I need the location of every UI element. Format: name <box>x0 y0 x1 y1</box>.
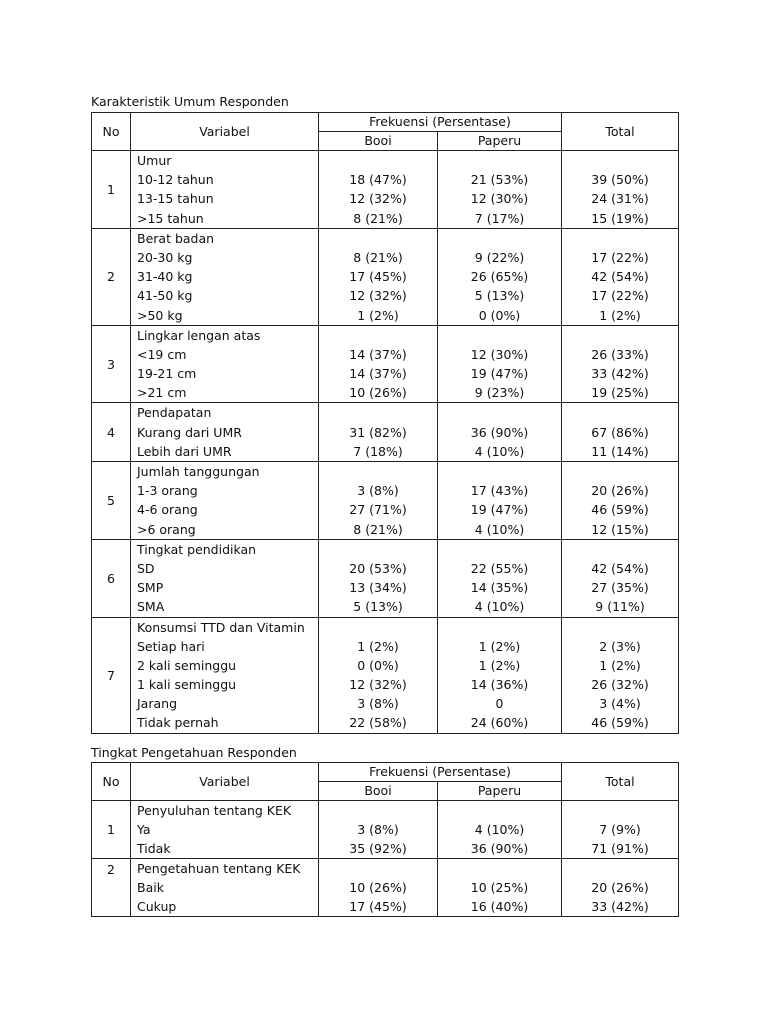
total-value: 26 (33%) <box>591 346 649 362</box>
variable-category: Kurang dari UMR <box>137 424 242 440</box>
spacer <box>562 540 678 559</box>
row-number: 4 <box>92 403 131 462</box>
spacer <box>319 151 437 170</box>
booi-value: 1 (2%) <box>357 638 399 654</box>
booi-value-cell <box>319 325 438 403</box>
total-value-cell <box>562 801 679 859</box>
total-value: 71 (91%) <box>591 841 649 856</box>
total-value: 67 (86%) <box>591 424 649 440</box>
row-number: 2 <box>92 859 131 917</box>
table-row <box>92 228 679 325</box>
spacer <box>319 618 437 637</box>
variable-category: 31-40 kg <box>137 269 193 285</box>
paperu-value-cell <box>438 617 562 733</box>
booi-value: 12 (32%) <box>349 288 407 304</box>
paperu-value: 19 (47%) <box>470 502 529 518</box>
total-value-cell <box>562 617 679 733</box>
header-total: Total <box>562 763 679 801</box>
variable-title: Tingkat pendidikan <box>137 541 257 557</box>
booi-value: 31 (82%) <box>349 424 407 440</box>
total-value: 17 (22%) <box>591 288 649 304</box>
paperu-value-cell <box>438 325 562 403</box>
paperu-value-cell <box>438 403 562 462</box>
paperu-value: 10 (25%) <box>470 880 529 895</box>
table-1-caption: Karakteristik Umum Responden <box>91 94 289 109</box>
paperu-value: 16 (40%) <box>470 899 529 914</box>
total-value: 42 (54%) <box>591 560 649 576</box>
row-number: 1 <box>92 151 131 229</box>
booi-value: 18 (47%) <box>349 172 407 188</box>
booi-value: 20 (53%) <box>349 560 407 576</box>
variable-category: 20-30 kg <box>137 249 193 265</box>
header-variabel: Variabel <box>131 763 319 801</box>
total-value-cell <box>562 539 679 617</box>
booi-value: 12 (32%) <box>349 191 407 207</box>
header-paperu: Paperu <box>438 132 562 151</box>
booi-value: 10 (26%) <box>349 385 407 401</box>
booi-value: 8 (21%) <box>353 521 403 537</box>
row-number: 3 <box>92 325 131 403</box>
variable-category: Jarang <box>137 696 178 712</box>
total-value: 33 (42%) <box>591 366 649 382</box>
booi-value: 17 (45%) <box>349 899 407 914</box>
variable-title: Umur <box>137 153 172 168</box>
total-value: 2 (3%) <box>599 638 641 654</box>
table-row <box>92 462 679 540</box>
spacer <box>438 859 561 878</box>
spacer <box>562 151 678 170</box>
paperu-value: 12 (30%) <box>470 191 529 207</box>
paperu-value: 24 (60%) <box>470 715 529 731</box>
header-booi: Booi <box>319 132 438 151</box>
header-total: Total <box>562 113 679 151</box>
paperu-value: 1 (2%) <box>478 657 521 673</box>
spacer <box>319 859 437 878</box>
spacer <box>562 801 678 820</box>
paperu-value: 21 (53%) <box>470 172 529 188</box>
variable-category: 10-12 tahun <box>137 172 214 188</box>
total-value: 12 (15%) <box>591 521 649 537</box>
paperu-value: 4 (10%) <box>474 822 525 837</box>
total-value-cell <box>562 403 679 462</box>
header-variabel: Variabel <box>131 113 319 151</box>
total-value: 11 (14%) <box>591 443 649 459</box>
variable-category: 2 kali seminggu <box>137 657 237 673</box>
variable-category: Baik <box>137 880 164 895</box>
total-value-cell <box>562 859 679 917</box>
spacer <box>319 326 437 345</box>
variable-category: Ya <box>137 822 151 837</box>
paperu-value: 4 (10%) <box>474 521 525 537</box>
variable-category: Cukup <box>137 899 177 914</box>
variable-category: >15 tahun <box>137 210 204 226</box>
total-value: 20 (26%) <box>591 880 649 895</box>
variable-title: Jumlah tanggungan <box>137 464 260 479</box>
spacer <box>319 540 437 559</box>
paperu-value-cell <box>438 462 562 540</box>
row-number: 5 <box>92 462 131 540</box>
booi-value: 14 (37%) <box>349 346 407 362</box>
total-value: 24 (31%) <box>591 191 649 207</box>
booi-value: 12 (32%) <box>349 677 407 693</box>
header-paperu: Paperu <box>438 782 562 801</box>
booi-value-cell <box>319 151 438 229</box>
total-value: 19 (25%) <box>591 385 649 401</box>
booi-value: 10 (26%) <box>349 880 407 895</box>
variable-cell <box>131 617 319 733</box>
variable-category: SMA <box>137 599 165 615</box>
variable-category: >50 kg <box>137 307 183 323</box>
spacer <box>319 462 437 481</box>
variable-title: Pendapatan <box>137 405 212 421</box>
paperu-value: 7 (17%) <box>474 210 525 226</box>
table-2-caption: Tingkat Pengetahuan Responden <box>91 745 297 760</box>
booi-value: 3 (8%) <box>357 822 399 837</box>
total-value: 46 (59%) <box>591 715 649 731</box>
spacer <box>319 403 437 422</box>
total-value: 27 (35%) <box>591 580 649 596</box>
table-row <box>92 151 679 229</box>
header-frekuensi: Frekuensi (Persentase) <box>319 113 562 132</box>
paperu-value-cell <box>438 228 562 325</box>
paperu-value: 1 (2%) <box>478 638 521 654</box>
paperu-value: 9 (22%) <box>474 249 525 265</box>
header-booi: Booi <box>319 782 438 801</box>
paperu-value: 22 (55%) <box>470 560 529 576</box>
variable-cell <box>131 801 319 859</box>
total-value: 20 (26%) <box>591 483 649 499</box>
booi-value: 7 (18%) <box>353 443 403 459</box>
total-value: 17 (22%) <box>591 249 649 265</box>
total-value: 46 (59%) <box>591 502 649 518</box>
total-value: 33 (42%) <box>591 899 649 914</box>
header-no: No <box>92 763 131 801</box>
paperu-value: 36 (90%) <box>470 424 529 440</box>
booi-value-cell <box>319 859 438 917</box>
paperu-value-cell <box>438 151 562 229</box>
total-value-cell <box>562 325 679 403</box>
booi-value: 22 (58%) <box>349 715 407 731</box>
spacer <box>438 151 561 170</box>
booi-value-cell <box>319 801 438 859</box>
booi-value: 3 (8%) <box>357 696 399 712</box>
spacer <box>438 801 561 820</box>
spacer <box>438 462 561 481</box>
variable-category: Tidak <box>137 841 171 856</box>
variable-category: SMP <box>137 580 164 596</box>
spacer <box>319 229 437 248</box>
paperu-value: 5 (13%) <box>474 288 525 304</box>
booi-value-cell <box>319 539 438 617</box>
variable-category: 1 kali seminggu <box>137 677 237 693</box>
total-value: 3 (4%) <box>599 696 641 712</box>
variable-category: Lebih dari UMR <box>137 443 232 459</box>
paperu-value: 36 (90%) <box>470 841 529 856</box>
spacer <box>562 618 678 637</box>
row-number: 1 <box>92 801 131 859</box>
variable-cell <box>131 151 319 229</box>
booi-value: 27 (71%) <box>349 502 407 518</box>
variable-category: >6 orang <box>137 521 196 537</box>
variable-title: Lingkar lengan atas <box>137 327 261 343</box>
paperu-value: 12 (30%) <box>470 346 529 362</box>
paperu-value: 0 (0%) <box>478 307 521 323</box>
spacer <box>438 229 561 248</box>
spacer <box>438 540 561 559</box>
booi-value: 5 (13%) <box>353 599 403 615</box>
table-row <box>92 617 679 733</box>
respondent-characteristics-table <box>91 112 679 734</box>
booi-value: 14 (37%) <box>349 366 407 382</box>
paperu-value: 9 (23%) <box>474 385 525 401</box>
total-value-cell <box>562 462 679 540</box>
row-number: 2 <box>92 228 131 325</box>
variable-category: 19-21 cm <box>137 366 197 382</box>
variable-title: Konsumsi TTD dan Vitamin <box>137 619 305 635</box>
variable-category: <19 cm <box>137 346 187 362</box>
booi-value: 8 (21%) <box>353 210 403 226</box>
paperu-value: 4 (10%) <box>474 443 525 459</box>
booi-value: 8 (21%) <box>353 249 403 265</box>
total-value: 26 (32%) <box>591 677 649 693</box>
paperu-value: 14 (35%) <box>470 580 529 596</box>
spacer <box>562 229 678 248</box>
table-row <box>92 403 679 462</box>
total-value-cell <box>562 228 679 325</box>
booi-value: 35 (92%) <box>349 841 407 856</box>
variable-cell <box>131 859 319 917</box>
paperu-value-cell <box>438 801 562 859</box>
variable-title: Pengetahuan tentang KEK <box>137 861 301 876</box>
row-number: 6 <box>92 539 131 617</box>
variable-category: 4-6 orang <box>137 502 198 518</box>
spacer <box>562 859 678 878</box>
header-no: No <box>92 113 131 151</box>
booi-value: 13 (34%) <box>349 580 407 596</box>
table-row <box>92 801 679 859</box>
variable-category: Tidak pernah <box>137 715 219 731</box>
paperu-value: 17 (43%) <box>470 483 529 499</box>
variable-title: Berat badan <box>137 230 215 246</box>
booi-value: 0 (0%) <box>357 657 399 673</box>
table-row <box>92 325 679 403</box>
total-value: 39 (50%) <box>591 172 649 188</box>
booi-value-cell <box>319 403 438 462</box>
variable-category: 1-3 orang <box>137 483 198 499</box>
knowledge-level-table <box>91 762 679 917</box>
spacer <box>438 403 561 422</box>
total-value: 15 (19%) <box>591 210 649 226</box>
total-value-cell <box>562 151 679 229</box>
variable-cell <box>131 325 319 403</box>
variable-cell <box>131 462 319 540</box>
booi-value-cell <box>319 228 438 325</box>
spacer <box>562 326 678 345</box>
variable-category: Setiap hari <box>137 638 205 654</box>
total-value: 1 (2%) <box>599 307 641 323</box>
total-value: 9 (11%) <box>595 599 645 615</box>
booi-value: 3 (8%) <box>357 483 399 499</box>
table-row <box>92 859 679 917</box>
booi-value: 1 (2%) <box>357 307 399 323</box>
spacer <box>438 618 561 637</box>
paperu-value: 19 (47%) <box>470 366 529 382</box>
variable-category: >21 cm <box>137 385 187 401</box>
spacer <box>438 326 561 345</box>
variable-category: SD <box>137 560 155 576</box>
spacer <box>319 801 437 820</box>
variable-title: Penyuluhan tentang KEK <box>137 803 292 818</box>
paperu-value: 26 (65%) <box>470 269 529 285</box>
total-value: 1 (2%) <box>599 657 641 673</box>
booi-value: 17 (45%) <box>349 269 407 285</box>
variable-cell <box>131 403 319 462</box>
variable-cell <box>131 228 319 325</box>
table-row <box>92 539 679 617</box>
booi-value-cell <box>319 617 438 733</box>
spacer <box>562 403 678 422</box>
variable-category: 41-50 kg <box>137 288 193 304</box>
variable-cell <box>131 539 319 617</box>
paperu-value-cell <box>438 859 562 917</box>
spacer <box>562 462 678 481</box>
booi-value-cell <box>319 462 438 540</box>
total-value: 7 (9%) <box>599 822 641 837</box>
paperu-value-cell <box>438 539 562 617</box>
header-frekuensi: Frekuensi (Persentase) <box>319 763 562 782</box>
paperu-value: 0 <box>495 696 504 712</box>
variable-category: 13-15 tahun <box>137 191 214 207</box>
paperu-value: 14 (36%) <box>470 677 529 693</box>
total-value: 42 (54%) <box>591 269 649 285</box>
paperu-value: 4 (10%) <box>474 599 525 615</box>
row-number: 7 <box>92 617 131 733</box>
